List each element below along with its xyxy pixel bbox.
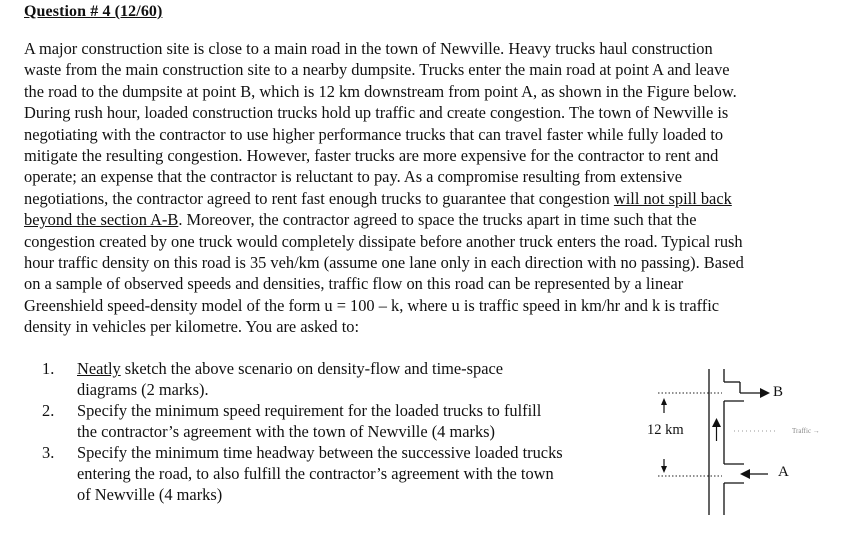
paragraph-line: A major construction site is close to a main road in the town of Newville. Heavy trucks haul construction — [24, 39, 713, 58]
exit-arrow-icon — [760, 388, 770, 398]
task-item-2 — [40, 400, 640, 442]
paragraph-line: negotiating with the contractor to use higher performance trucks that can travel faster while fully loaded to — [24, 124, 724, 144]
road-diagram — [636, 365, 852, 515]
task-number: 2. — [42, 401, 55, 420]
paragraph-text: negotiations, the contractor agreed to rent fast enough trucks to guarantee that congestion — [24, 188, 614, 208]
task-line: Specify the minimum speed requirement for the loaded trucks to fulfill — [77, 401, 542, 420]
dimension-arrow-up-icon — [661, 398, 667, 405]
task-line: entering the road, to also fulfill the contractor’s agreement with the town — [77, 464, 554, 483]
paragraph-line: During rush hour, loaded construction trucks hold up traffic and create congestion. The town of Newville is — [24, 103, 729, 123]
task-line: of Newville (4 marks) — [77, 485, 223, 504]
paragraph-line: density in vehicles per kilometre. You are asked to: — [24, 317, 360, 337]
entry-arrow-icon — [740, 469, 750, 479]
paragraph-line: congestion created by one truck would completely dissipate before another truck enters the road. Typical rush — [24, 231, 743, 251]
dimension-arrow-down-icon — [661, 466, 667, 473]
task-item-3 — [40, 442, 640, 505]
paragraph-line: on a sample of observed speeds and densities, traffic flow on this road can be represented by a linear — [24, 274, 684, 294]
traffic-direction-arrow-icon — [712, 418, 721, 427]
task-number: 3. — [42, 443, 55, 462]
faint-side-note: Traffic → — [792, 427, 820, 435]
task-item-1 — [40, 358, 640, 400]
paragraph-line: waste from the main construction site to a nearby dumpsite. Trucks enter the main road at point A and leave — [24, 60, 730, 80]
paragraph-line — [24, 188, 824, 209]
task-line — [77, 358, 640, 379]
paragraph-line: operate; an expense that the contractor is reluctant to pay. As a compromise resulting from extensive — [24, 167, 682, 187]
question-heading: Question # 4 (12/60) — [24, 3, 163, 20]
task-line: diagrams (2 marks). — [77, 380, 209, 399]
task-number: 1. — [42, 359, 55, 378]
problem-statement — [24, 38, 824, 338]
task-line: Specify the minimum time headway between the successive loaded trucks — [77, 443, 563, 462]
paragraph-line: Greenshield speed-density model of the form u = 100 – k, where u is traffic speed in km/hr and k is traffic — [24, 295, 720, 315]
paragraph-line: hour traffic density on this road is 35 veh/km (assume one lane only in each direction with no passing). Based — [24, 253, 744, 273]
paragraph-text: . Moreover, the contractor agreed to space the trucks apart in time such that the — [178, 210, 697, 230]
paragraph-line: mitigate the resulting congestion. However, faster trucks are more expensive for the contractor to rent and — [24, 146, 719, 166]
task-text: sketch the above scenario on density-flow and time-space — [120, 359, 504, 378]
point-b-label: B — [773, 384, 784, 400]
task-line: the contractor’s agreement with the town of Newville (4 marks) — [77, 422, 495, 441]
point-a-label: A — [778, 464, 789, 480]
road-figure — [636, 365, 852, 515]
underlined-phrase: beyond the section A-B — [24, 210, 179, 230]
paragraph-line: the road to the dumpsite at point B, which is 12 km downstream from point A, as shown in the Figure below. — [24, 81, 737, 101]
distance-label: 12 km — [647, 422, 684, 438]
task-list — [40, 358, 640, 505]
underlined-phrase: will not spill back — [613, 188, 732, 208]
underlined-word: Neatly — [77, 359, 121, 378]
paragraph-line — [24, 209, 824, 230]
